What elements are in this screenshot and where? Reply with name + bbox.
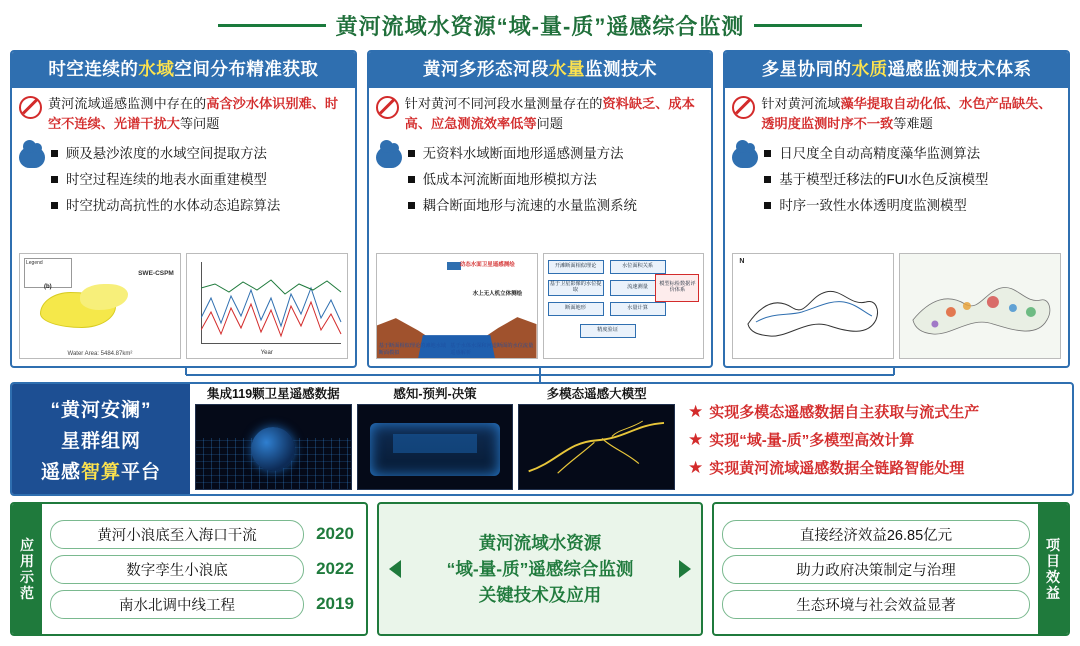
achievement-2 (688, 429, 1072, 450)
panel-2-methods (376, 141, 705, 219)
benefit-row (722, 520, 1030, 549)
panel-1-method-1: 顾及悬沙浓度的水域空间提取方法 (51, 141, 280, 167)
chart-xlabel: Year (260, 350, 273, 356)
platform-card-3-title: 多模态遥感大模型 (546, 387, 647, 401)
application-name-1: 黄河小浪底至入海口干流 (50, 520, 304, 549)
satellite-earth-image (195, 404, 352, 490)
map-area-caption: Water Area: 5484.87km² (67, 351, 133, 357)
panel-2-issue-p3: 缺乏、成本高、应急测流效率低等 (404, 96, 695, 132)
north-arrow-icon: N (739, 258, 745, 265)
platform-name-line-3: 遥感智算平台 (40, 461, 162, 483)
river-network-image (518, 404, 675, 490)
panel-3-issue-p4: 等难题 (893, 116, 933, 132)
technology-panels (10, 50, 1070, 368)
benefit-row (722, 590, 1030, 619)
speech-cloud-icon (19, 147, 45, 168)
panel-3-issue (732, 94, 1061, 135)
panel-3-figures (725, 247, 1068, 366)
application-row (50, 590, 358, 619)
panel-2-figures (369, 247, 712, 366)
platform-name (12, 384, 190, 494)
panel-1-figures (12, 247, 355, 366)
map-method-label: SWE-CSPM (138, 270, 174, 277)
panel-1-head-pre: 时空连续的 (48, 59, 139, 79)
panel-1-methods (19, 141, 348, 219)
panel-2-method-1: 无资料水域断面地形遥感测量方法 (408, 141, 637, 167)
panel-2-method-3: 耦合断面地形与流速的水量监测系统 (408, 193, 637, 219)
panel-1-issue (19, 94, 348, 135)
platform-card-model (518, 388, 675, 490)
application-row (50, 520, 358, 549)
panel-3-method-2: 基于模型迁移法的FUI水色反演模型 (764, 167, 988, 193)
panel-2-head-highlight: 水量 (549, 59, 585, 79)
panel-3-head-highlight: 水质 (851, 59, 888, 79)
summary-block (377, 502, 703, 636)
application-row (50, 555, 358, 584)
panel-1-head-highlight: 水域 (138, 59, 175, 79)
panel-2-issue (376, 94, 705, 135)
flow-box-5: 断面地形 (548, 302, 604, 316)
benefits-block (712, 502, 1070, 636)
river-network-shape (519, 405, 674, 489)
panel-1-issue-p4: 等问题 (179, 116, 220, 132)
panel-2-issue-p2: 资料 (602, 96, 629, 111)
benefit-2: 助力政府决策制定与治理 (722, 555, 1030, 584)
application-year-3: 2019 (316, 594, 354, 613)
scene-caption-right: 基于水体水深和河道断面的水位流量遥感解析 (450, 343, 534, 356)
prohibition-icon (376, 96, 399, 119)
panel-1-method-3: 时空扰动高抗性的水体动态追踪算法 (51, 193, 280, 219)
applications-tab-label: 应用示范 (12, 504, 42, 634)
panel-2-method-2: 低成本河流断面地形模拟方法 (408, 167, 637, 193)
achievement-1 (688, 401, 1072, 422)
panel-3-method-1: 日尺度全自动高精度藻华监测算法 (764, 141, 988, 167)
flow-box-1: 开滩断面相似理论 (548, 260, 604, 274)
summary-line-2: “域-量-质”遥感综合监测 (446, 558, 634, 579)
scene-label-satellite: 动态水面卫星遥感测绘 (459, 262, 515, 269)
figure-river-cross-section (376, 253, 538, 359)
panel-water-area (10, 50, 357, 368)
benefit-1: 直接经济效益26.85亿元 (722, 520, 1030, 549)
platform-card-decision (357, 388, 514, 490)
chart-lines (201, 268, 348, 344)
panel-3-method-3: 时序一致性水体透明度监测模型 (764, 193, 988, 219)
figure-timeseries-chart (186, 253, 348, 359)
panel-2-head-post: 监测技术 (585, 59, 657, 79)
flow-box-6: 水量计算 (610, 302, 666, 316)
figure-basin-outline-map (732, 253, 894, 359)
scene-label-underwater: 水下地形遥感测绘 (395, 291, 440, 298)
scene-caption-left: 基于断面相似理论的滩地水域断面模拟 (378, 343, 447, 356)
quality-map-shapes (900, 254, 1060, 358)
map-panel-label: (b) (44, 284, 52, 290)
panel-3-methods (732, 141, 1061, 219)
control-hall-shape (370, 423, 500, 475)
star-icon: ★ (688, 401, 704, 421)
applications-block (10, 502, 368, 636)
benefits-tab-label: 项目效益 (1038, 504, 1068, 634)
figure-water-extent-map (19, 253, 181, 359)
panel-1-method-2: 时空过程连续的地表水面重建模型 (51, 167, 280, 193)
earth-globe-icon (251, 427, 295, 471)
title-rule-left (218, 24, 326, 27)
figure-water-quality-map (899, 253, 1061, 359)
panel-platform-connector (0, 368, 1080, 382)
achievement-3-text: 实现黄河流域遥感数据全链路智能处理 (709, 459, 965, 477)
title-rule-right (754, 24, 862, 27)
flow-box-8: 精度验证 (580, 324, 636, 338)
water-body-shape-secondary (80, 284, 128, 310)
bottom-row (10, 502, 1070, 636)
panel-3-head-pre: 多星协同的 (761, 59, 852, 79)
platform-band (10, 382, 1074, 496)
flow-box-3: 水位面积关系 (610, 260, 666, 274)
control-room-image (357, 404, 514, 490)
platform-cards (190, 384, 680, 494)
application-year-2: 2022 (316, 559, 354, 578)
application-name-3: 南水北调中线工程 (50, 590, 304, 619)
panel-3-header (725, 52, 1068, 88)
platform-name-line-1: “黄河安澜” (50, 399, 152, 421)
page-title-row (0, 8, 1080, 42)
figure-workflow-diagram (543, 253, 705, 359)
panel-1-issue-p1: 黄河流域遥感监测中存在的 (48, 96, 207, 111)
summary-line-3: 关键技术及应用 (478, 585, 602, 606)
achievement-2-text: 实现“域-量-质”多模型高效计算 (709, 431, 915, 449)
achievement-1-text: 实现多模态遥感数据自主获取与流式生产 (709, 403, 980, 421)
application-name-2: 数字孪生小浪底 (50, 555, 304, 584)
panel-3-issue-p3: 品缺失、透明度监测时序不一致 (761, 96, 1052, 132)
panel-2-issue-p1: 针对黄河不同河段水量测量存在的 (404, 96, 603, 111)
panel-2-header (369, 52, 712, 88)
flow-box-2: 基于卫星影像的水位提取 (548, 280, 604, 296)
flow-box-7: 模型标检数据评价体系 (655, 274, 699, 302)
speech-cloud-icon (732, 147, 758, 168)
summary-line-1: 黄河流域水资源 (478, 532, 602, 553)
panel-2-head-pre: 黄河多形态河段 (423, 59, 549, 79)
basin-outline (733, 254, 893, 358)
speech-cloud-icon (376, 147, 402, 168)
prohibition-icon (19, 96, 42, 119)
panel-3-head-post: 遥感监测技术体系 (887, 59, 1032, 79)
platform-achievements (680, 384, 1072, 494)
scene-label-uav: 水上无人机立体测绘 (472, 291, 523, 298)
arrow-right-icon (677, 558, 693, 580)
panel-3-issue-p2: 藻华提取自动化低、水色产 (840, 96, 999, 111)
benefit-3: 生态环境与社会效益显著 (722, 590, 1030, 619)
achievement-3 (688, 457, 1072, 478)
platform-card-1-title: 集成119颗卫星遥感数据 (207, 387, 340, 401)
flow-box-4: 流速测量 (610, 280, 666, 296)
benefit-row (722, 555, 1030, 584)
panel-1-head-post: 空间分布精准获取 (174, 59, 319, 79)
star-icon: ★ (688, 429, 704, 449)
panel-1-issue-p2: 高含沙水体识 (206, 96, 286, 111)
panel-2-issue-p4: 问题 (536, 116, 563, 132)
page-title: 黄河流域水资源“域-量-质”遥感综合监测 (335, 13, 745, 39)
panel-3-issue-p1: 针对黄河流域 (761, 96, 841, 111)
arrow-left-icon (387, 558, 403, 580)
platform-card-satellite (195, 388, 352, 490)
map-legend: Legend (24, 258, 72, 288)
application-year-1: 2020 (316, 524, 354, 543)
panel-water-volume (367, 50, 714, 368)
prohibition-icon (732, 96, 755, 119)
platform-card-2-title: 感知-预判-决策 (393, 387, 477, 401)
panel-water-quality (723, 50, 1070, 368)
star-icon: ★ (688, 457, 704, 477)
platform-name-line-2: 星群组网 (60, 430, 141, 452)
panel-1-header (12, 52, 355, 88)
panel-1-issue-p3: 别难、时空不连续、光谱干扰大 (48, 96, 339, 132)
